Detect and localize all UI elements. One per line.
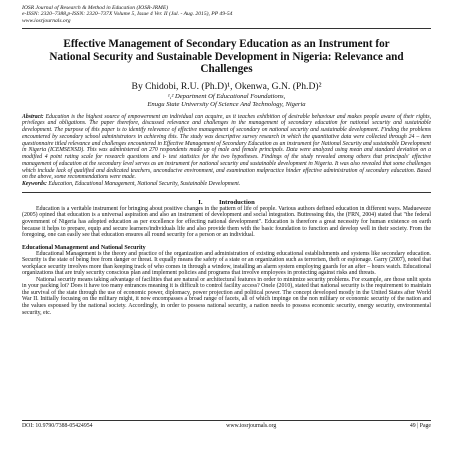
affiliation (22, 93, 431, 108)
journal-header (22, 5, 431, 24)
journal-issn: e-ISSN: 2320–7388,p-ISSN: 2320–737X Volume 5, Issue 4 Ver. II (Jul. - Aug. 2015), PP 49-54 (22, 11, 233, 18)
management-paragraph-1: Educational Management is the theory and practice of the organization and administration of existing educational establishments and systems like secondary education. Security is the state of being free from danger or threat. It equally means the safety of a state or an organization such as terrorism, theft or espionage. Garry (2007), noted that workplace security involves more than keeping track of who comes in through a window, installing an alarm system employing guards for an after – hours watch. Educational organizations that are truly security conscious plan and implement policies and programs that involve employees in protecting against risks and threats. (22, 250, 431, 277)
journal-name: IOSR Journal of Research & Method in Education (IOSR-JRME) (22, 5, 169, 11)
keywords-text: Education, Educational Management, National Security, Sustainable Development. (48, 181, 241, 188)
introduction-paragraph: Education is a veritable instrument for bringing about positive changes in the pattern of life of people. Various authors defined education in different ways. Madueweze (2005) opined that education is a universal aspiration and also an instrument of development and social integration. Buttressing this, the (FRN, 2004) stated that "the federal government of Nigeria has adopted education as per excellence for effecting national development". Education is therefore a great necessity for human existence on earth because it helps to prepare, equip and secure learners/individuals life and also provide them with the basic foundation to function and develop well in their society. From the foregoing, one can easily see that education ensures all round security for a person or an individual. (22, 205, 431, 239)
management-body (22, 251, 431, 316)
footer-website: www.iosrjournals.org (226, 423, 277, 429)
footer-rule (22, 420, 431, 421)
page-footer (22, 420, 431, 429)
affiliation-department: ¹,² Department Of Educational Foundations, (167, 93, 286, 101)
keywords-label: Keywords: (22, 181, 47, 188)
authors: By Chidobi, R.U. (Ph.D)¹, Okenwa, G.N. (Ph.D)² (131, 81, 322, 93)
abstract (22, 114, 431, 182)
affiliation-university: Enugu State University Of Science And Technology, Nigeria (147, 101, 306, 109)
journal-website: www.iosrjournals.org (22, 17, 71, 24)
footer-page-number: 49 | Page (409, 423, 431, 429)
management-paragraph-2: National security means taking advantage of facilities that are natural or architectural features in order to minimize security problems. For example, are those unlit spots in your packing lot? Does it have too many entrances meaning it is difficult to control facility access? Onele (2010), stated that national security is the requirement to maintain the survival of the state through the use of economic power, diplomacy, power projection and political power. The concept developed mostly in the United States after World War II. Initially focusing on the military might, it now encompasses a broad range of facets, all of which impinge on the non military or economic security of the nation and the values espoused by the national society. Accordingly, in order to possess national security, a nation needs to possess economic security, energy security, environmental security, etc. (22, 276, 431, 316)
section-heading-management: Educational Management and National Security (22, 244, 146, 251)
footer-doi: DOI: 10.9790/7388-05424954 (22, 423, 93, 429)
header-rule (22, 28, 431, 29)
introduction-body (22, 206, 431, 239)
abstract-rule (22, 192, 431, 193)
keywords (22, 181, 431, 188)
section-heading-introduction: I. Introduction (198, 198, 255, 206)
abstract-text: Education is the highest source of empowerment an individual can acquire, as it teaches exhibition of desirable behaviour and makes people aware of their rights, privileges and obligations. The paper therefore, discussed relevance and challenges in the management of secondary education for national security and sustainable development. The purpose of this paper is to identify relevance of effective management of secondary on national security and sustainable development. Finding the problems encountered by secondary school administrators in achieving this. The study was descriptive survey research in which the quantitative data were collected through 24 – item questionnaire titled relevance and challenges encountered in Effective Management of Secondary Education as an instrument for National Security and sustainable Development in Nigeria (ICEMSENSD). This was administered on 270 respondents made up of male and female principals. Data were analyzed using mean and standard deviation on a modified 4 point rating scale for research questions and t- test statistics for the two hypotheses. Findings of the study revealed among others that principals' effective management of education at the secondary level serves as an instrument for national security and sustainable development in Nigeria. It was also revealed that some challenges which include lack of qualified and dedicated teachers, unconducive environment, and examination malpractice hinder effective administration of secondary education. Based on the above, some recommendations were made. (22, 113, 432, 181)
paper-title: Effective Management of Secondary Education as an Instrument for National Security and Sustainable Development in Nigeria: Relevance and Challenges (49, 38, 404, 76)
abstract-label: Abstract: (22, 113, 44, 120)
